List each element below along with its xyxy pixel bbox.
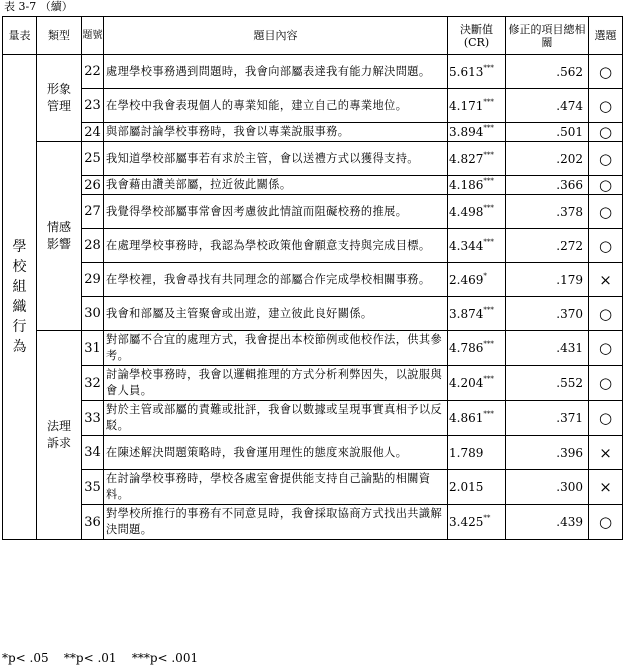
corr-value: .378: [506, 195, 589, 229]
cr-cell: [448, 229, 506, 263]
item-number: 25: [82, 142, 104, 176]
item-text: 與部屬討論學校事務時，我會以專業說服事務。: [104, 123, 448, 142]
header-item-no: 題號: [82, 17, 104, 55]
significance-mark: ***: [483, 375, 494, 383]
item-text: 對學校所推行的事務有不同意見時，我會採取協商方式找出共識解決問題。: [104, 505, 448, 540]
item-number: 34: [82, 436, 104, 470]
scale-name: 學校組織行為: [12, 239, 27, 355]
item-number: 22: [82, 55, 104, 89]
selection-mark: ○: [589, 89, 623, 123]
cr-cell: [448, 89, 506, 123]
significance-mark: ***: [483, 203, 494, 212]
item-number: 26: [82, 176, 104, 195]
selection-mark: ×: [589, 436, 623, 470]
cr-value: 3.894: [449, 125, 484, 139]
corr-value: .370: [506, 297, 589, 331]
corr-value: .396: [506, 436, 589, 470]
note-p01: **p< .01: [63, 651, 117, 665]
corr-value: .300: [506, 470, 589, 505]
corr-value: .501: [506, 123, 589, 142]
item-number: 30: [82, 297, 104, 331]
significance-mark: ***: [483, 410, 494, 418]
selection-mark: ○: [589, 297, 623, 331]
cr-value: 4.344: [449, 238, 484, 253]
item-number: 28: [82, 229, 104, 263]
header-cr: 決斷值(CR): [448, 17, 506, 55]
significance-mark: ***: [483, 177, 494, 185]
item-number: 36: [82, 505, 104, 540]
selection-mark: ○: [589, 505, 623, 540]
header-corrected-item-total: 修正的項目總相關: [506, 17, 589, 55]
header-item-content: 題目內容: [104, 17, 448, 55]
significance-note: [2, 651, 198, 665]
cr-cell: [448, 142, 506, 176]
cr-cell: [448, 436, 506, 470]
item-number: 23: [82, 89, 104, 123]
corr-value: .562: [506, 55, 589, 89]
note-p001: ***p< .001: [131, 651, 199, 665]
item-text: 我覺得學校部屬事常會因考慮彼此情誼而阻礙校務的推展。: [104, 195, 448, 229]
cr-value: 4.186: [449, 178, 484, 192]
significance-mark: ***: [483, 97, 494, 106]
selection-mark: ○: [589, 401, 623, 436]
cr-value: 4.171: [449, 98, 484, 113]
item-number: 27: [82, 195, 104, 229]
cr-value: 2.469: [449, 272, 484, 287]
cr-value: 3.425: [449, 515, 484, 529]
cr-value: 4.204: [449, 376, 484, 390]
corr-value: .552: [506, 366, 589, 401]
significance-mark: ***: [483, 150, 494, 159]
significance-mark: ***: [483, 63, 494, 72]
corr-value: .202: [506, 142, 589, 176]
item-number: 24: [82, 123, 104, 142]
selection-mark: ○: [589, 123, 623, 142]
header-category: 類型: [37, 17, 82, 55]
cr-cell: [448, 55, 506, 89]
item-number: 29: [82, 263, 104, 297]
cr-cell: [448, 505, 506, 540]
selection-mark: ○: [589, 142, 623, 176]
significance-mark: ***: [483, 340, 494, 348]
cr-value: 5.613: [449, 64, 484, 79]
corr-value: .179: [506, 263, 589, 297]
category-cell: [37, 55, 82, 142]
scale-cell: [3, 55, 37, 540]
selection-mark: ○: [589, 366, 623, 401]
cr-cell: [448, 470, 506, 505]
cr-cell: [448, 401, 506, 436]
corr-value: .474: [506, 89, 589, 123]
item-text: 我會和部屬及主管聚會或出遊，建立彼此良好關係。: [104, 297, 448, 331]
item-text: 我知道學校部屬事若有求於主管，會以送禮方式以獲得支持。: [104, 142, 448, 176]
cr-value: 2.015: [449, 480, 484, 494]
category-name: 形象管理: [46, 82, 71, 113]
corr-value: .272: [506, 229, 589, 263]
category-name: 法理訴求: [46, 419, 71, 450]
selection-mark: ○: [589, 229, 623, 263]
item-text: 處理學校事務遇到問題時，我會向部屬表達我有能力解決問題。: [104, 55, 448, 89]
item-text: 我會藉由讚美部屬，拉近彼此關係。: [104, 176, 448, 195]
cr-cell: [448, 366, 506, 401]
cr-cell: [448, 297, 506, 331]
header-scale: 量表: [3, 17, 37, 55]
item-text: 對部屬不合宜的處理方式，我會提出本校節例或他校作法，供其參考。: [104, 331, 448, 366]
note-p05: *p< .05: [2, 651, 49, 665]
selection-mark: ○: [589, 195, 623, 229]
cr-cell: [448, 195, 506, 229]
item-analysis-table: [2, 16, 623, 540]
cr-cell: [448, 331, 506, 366]
item-text: 在討論學校事務時，學校各處室會提供能支持自己論點的相關資料。: [104, 470, 448, 505]
cr-value: 4.498: [449, 204, 484, 219]
selection-mark: ○: [589, 331, 623, 366]
item-text: 在陳述解決問題策略時，我會運用理性的態度來說服他人。: [104, 436, 448, 470]
corr-value: .366: [506, 176, 589, 195]
significance-mark: ***: [483, 237, 494, 246]
header-selected: 選題: [589, 17, 623, 55]
category-name: 情感影響: [46, 220, 71, 251]
significance-mark: *: [483, 271, 487, 280]
cr-cell: [448, 176, 506, 195]
item-text: 在學校裡，我會尋找有共同理念的部屬合作完成學校相關事務。: [104, 263, 448, 297]
selection-mark: ○: [589, 55, 623, 89]
cr-cell: [448, 263, 506, 297]
item-text: 在處理學校事務時，我認為學校政策他會願意支持與完成目標。: [104, 229, 448, 263]
item-number: 31: [82, 331, 104, 366]
significance-mark: **: [483, 514, 491, 522]
item-text: 討論學校事務時，我會以邏輯推理的方式分析利弊因失，以說服與會人員。: [104, 366, 448, 401]
cr-value: 4.827: [449, 151, 484, 166]
corr-value: .371: [506, 401, 589, 436]
cr-cell: [448, 123, 506, 142]
significance-mark: ***: [483, 305, 494, 314]
corr-value: .439: [506, 505, 589, 540]
category-cell: [37, 331, 82, 540]
item-number: 35: [82, 470, 104, 505]
selection-mark: ×: [589, 470, 623, 505]
item-text: 在學校中我會表現個人的專業知能，建立自己的專業地位。: [104, 89, 448, 123]
item-text: 對於主管或部屬的責難或批評，我會以數據或呈現事實真相予以反駁。: [104, 401, 448, 436]
item-number: 33: [82, 401, 104, 436]
cr-value: 4.786: [449, 341, 484, 355]
significance-mark: ***: [483, 124, 494, 132]
selection-mark: ○: [589, 176, 623, 195]
cr-value: 4.861: [449, 411, 484, 425]
corr-value: .431: [506, 331, 589, 366]
item-number: 32: [82, 366, 104, 401]
category-cell: [37, 142, 82, 331]
table-caption: 表 3-7 （續）: [4, 0, 73, 13]
selection-mark: ×: [589, 263, 623, 297]
cr-value: 3.874: [449, 306, 484, 321]
cr-value: 1.789: [449, 445, 484, 460]
